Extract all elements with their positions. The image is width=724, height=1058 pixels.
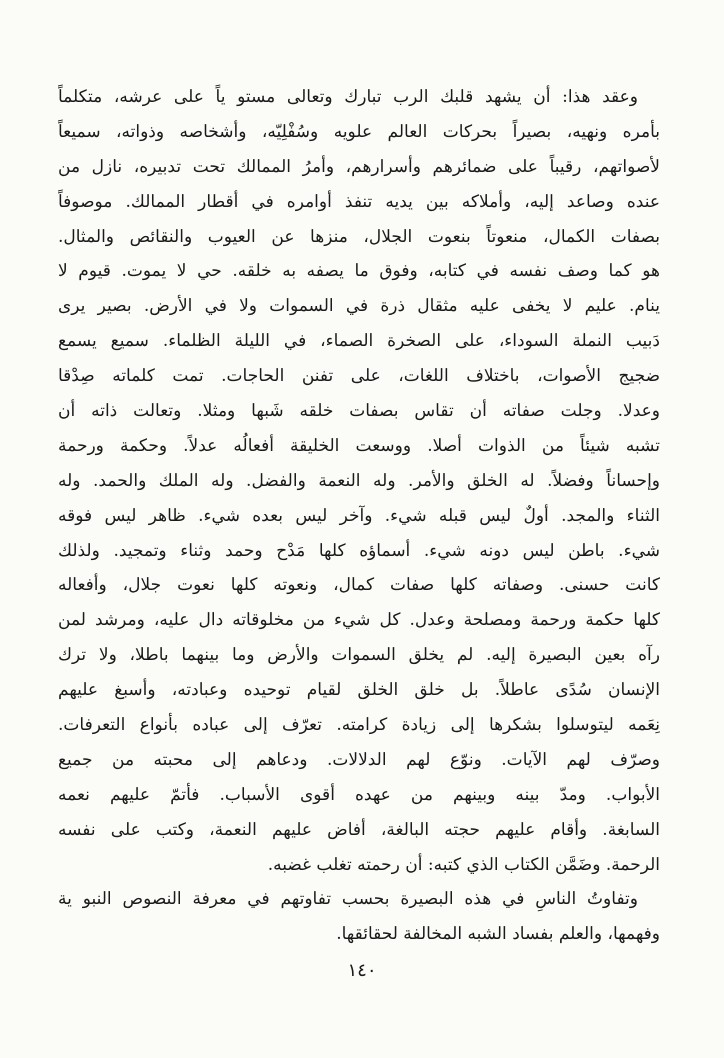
text-line: الرحمة. وضَمَّن الكتاب الذي كتبه: أن رحمته تغلب غضبه.	[267, 854, 660, 875]
text-line: لأصواتهم، رقيباً على ضمائرهم وأسرارهم، وأمرُ الممالك تحت تدبيره، نازل من	[58, 156, 660, 177]
text-line: شيء. باطن ليس دونه شيء. أسماؤه كلها مَدْح وحمد وثناء وتمجيد. ولذلك	[58, 540, 660, 561]
text-line: ضجيج الأصوات، باختلاف اللغات، على تفنن الحاجات. تمت كلماته صِدْقا	[58, 366, 660, 387]
text-line: الثناء والمجد. أولٌ ليس قبله شيء. وآخر ليس بعده شيء. ظاهر ليس فوقه	[58, 505, 660, 526]
text-line: بصفات الكمال، منعوتاً بنعوت الجلال، منزها عن العيوب والنقائص والمثال.	[58, 226, 660, 247]
text-line: كانت حسنى. وصفاته كلها صفات كمال، ونعوته كلها نعوت جلال، وأفعاله	[58, 575, 660, 596]
text-line: ينام. عليم لا يخفى عليه مثقال ذرة في السموات ولا في الأرض. بصير يرى	[58, 296, 660, 317]
text-line: وإحساناً وفضلاً. له الخلق والأمر. وله النعمة والفضل. وله الملك والحمد. وله	[58, 470, 660, 491]
text-line: وصرّف لهم الآيات. ونوّع لهم الدلالات. ودعاهم إلى محبته من جميع	[58, 749, 660, 770]
text-line: نِعَمه ليتوسلوا بشكرها إلى زيادة كرامته. تعرّف إلى عباده بأنواع التعرفات.	[58, 715, 660, 736]
text-line: وفهمها، والعلم بفساد الشبه المخالفة لحقائقها.	[336, 924, 660, 945]
text-line: دَبيب النملة السوداء، على الصخرة الصماء، في الليلة الظلماء. سميع يسمع	[58, 331, 660, 352]
text-line: كلها حكمة ورحمة ومصلحة وعدل. كل شيء من مخلوقاته دال عليه، ومرشد لمن	[58, 610, 660, 631]
text-line: عنده وصاعد إليه، وأملاكه بين يديه تنفذ أوامره في أقطار الممالك. موصوفاً	[58, 191, 660, 212]
text-line: الأبواب. ومدّ بينه وبينهم من عهده أقوى الأسباب. فأتمّ عليهم نعمه	[58, 784, 660, 805]
body-text	[58, 80, 660, 952]
text-line: هو كما وصف نفسه في كتابه، وفوق ما يصفه به خلقه. حي لا يموت. قيوم لا	[58, 261, 660, 282]
text-line: السابغة. وأقام عليهم حجته البالغة، أفاض عليهم النعمة، وكتب على نفسه	[58, 819, 660, 840]
text-line: وتفاوتُ الناسِ في هذه البصيرة بحسب تفاوتهم في معرفة النصوص النبو ية	[58, 889, 638, 910]
text-line: وعدلا. وجلت صفاته أن تقاس بصفات خلقه شَبها ومثلا. وتعالت ذاته أن	[58, 401, 660, 422]
text-line: الإنسان سُدًى عاطلاً. بل خلق الخلق لقيام توحيده وعبادته، وأسبغ عليهم	[58, 680, 660, 701]
text-line: رآه بعين البصيرة إليه. لم يخلق السموات والأرض وما بينهما باطلا، ولا ترك	[58, 645, 660, 666]
text-line: بأمره ونهيه، بصيراً بحركات العالم علويه وسُفْلِيّه، وأشخاصه وذواته، سميعاً	[58, 121, 660, 142]
page-number: ١٤٠	[347, 960, 377, 981]
text-line: وعقد هذا: أن يشهد قلبك الرب تبارك وتعالى مستو ياً على عرشه، متكلماً	[58, 87, 638, 107]
text-line: تشبه شيئاً من الذوات أصلا. ووسعت الخليقة أفعالُه عدلاً. وحكمة ورحمة	[58, 435, 660, 456]
